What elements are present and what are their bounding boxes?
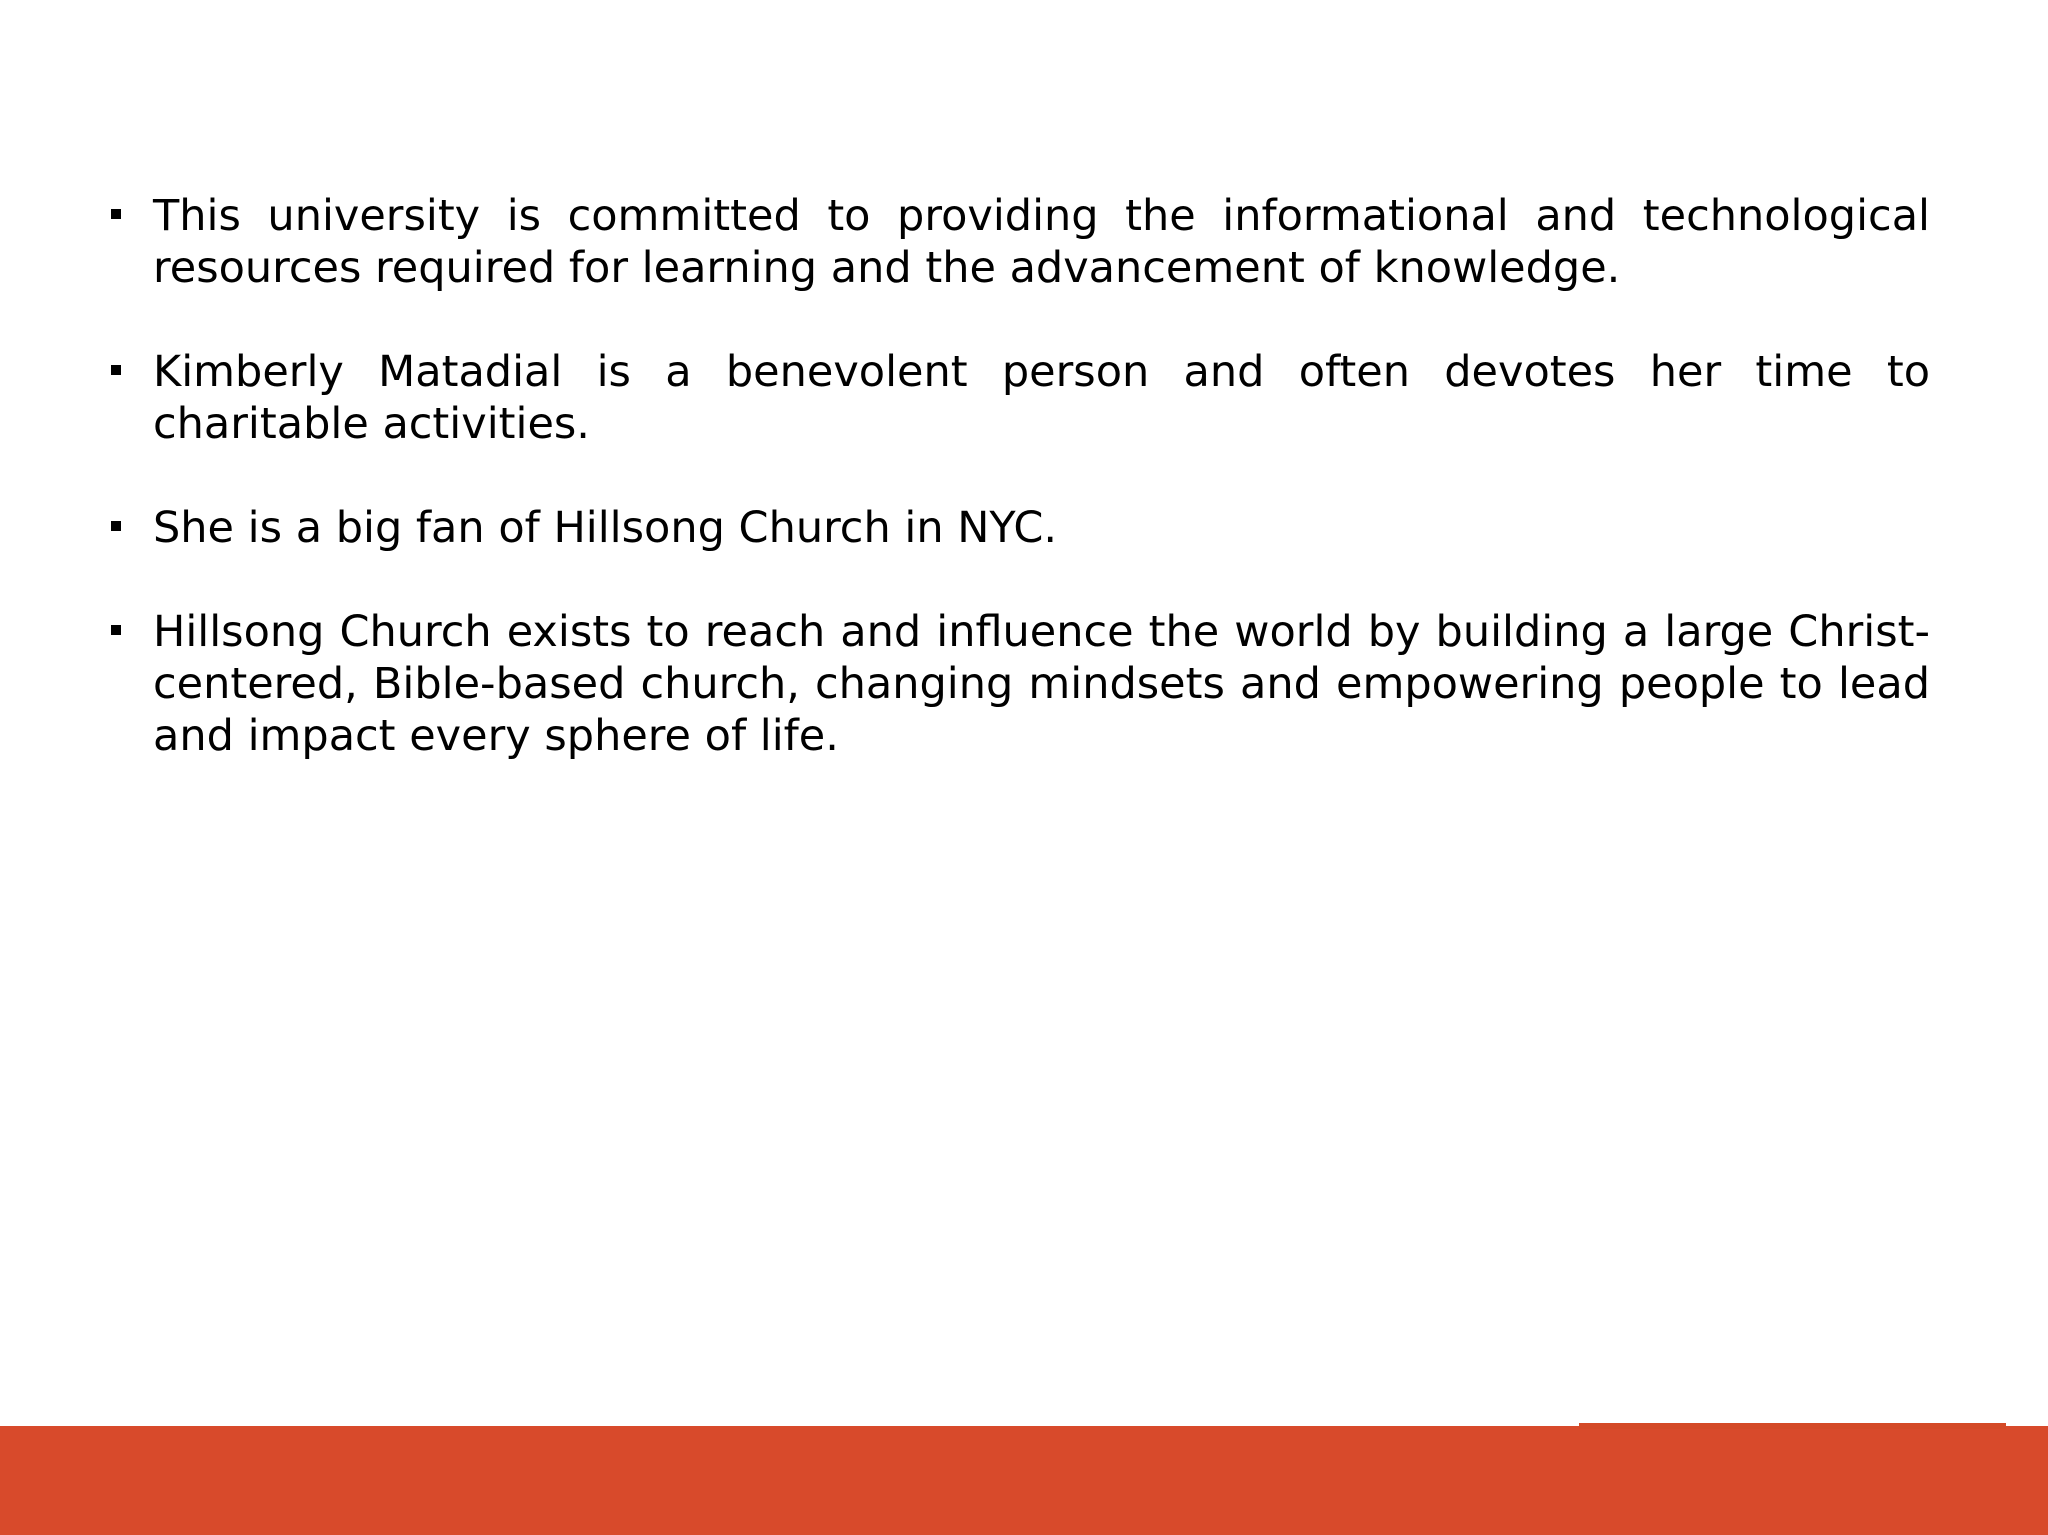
bullet-text: Hillsong Church exists to reach and influence the world by building a large Christ-centered, Bible-based church, changing mindsets and empowering people to lead and impact every sphere of life.: [153, 607, 1930, 761]
bullet-item: [108, 606, 1930, 762]
square-bullet-icon: [111, 365, 121, 375]
bullet-text: She is a big fan of Hillsong Church in NYC.: [153, 503, 1058, 553]
bullet-text: Kimberly Matadial is a benevolent person and often devotes her time to charitable activities.: [153, 347, 1930, 449]
footer-accent-line: [1579, 1423, 2006, 1429]
footer-bar: [0, 1426, 2048, 1535]
bullet-item: [108, 346, 1930, 450]
bullet-item: [108, 190, 1930, 294]
square-bullet-icon: [111, 521, 121, 531]
square-bullet-icon: [111, 209, 121, 219]
square-bullet-icon: [111, 625, 121, 635]
bullet-list: [108, 190, 1930, 814]
bullet-text: This university is committed to providing the informational and technological resources required for learning and the advancement of knowledge.: [153, 191, 1930, 293]
bullet-item: [108, 502, 1930, 554]
